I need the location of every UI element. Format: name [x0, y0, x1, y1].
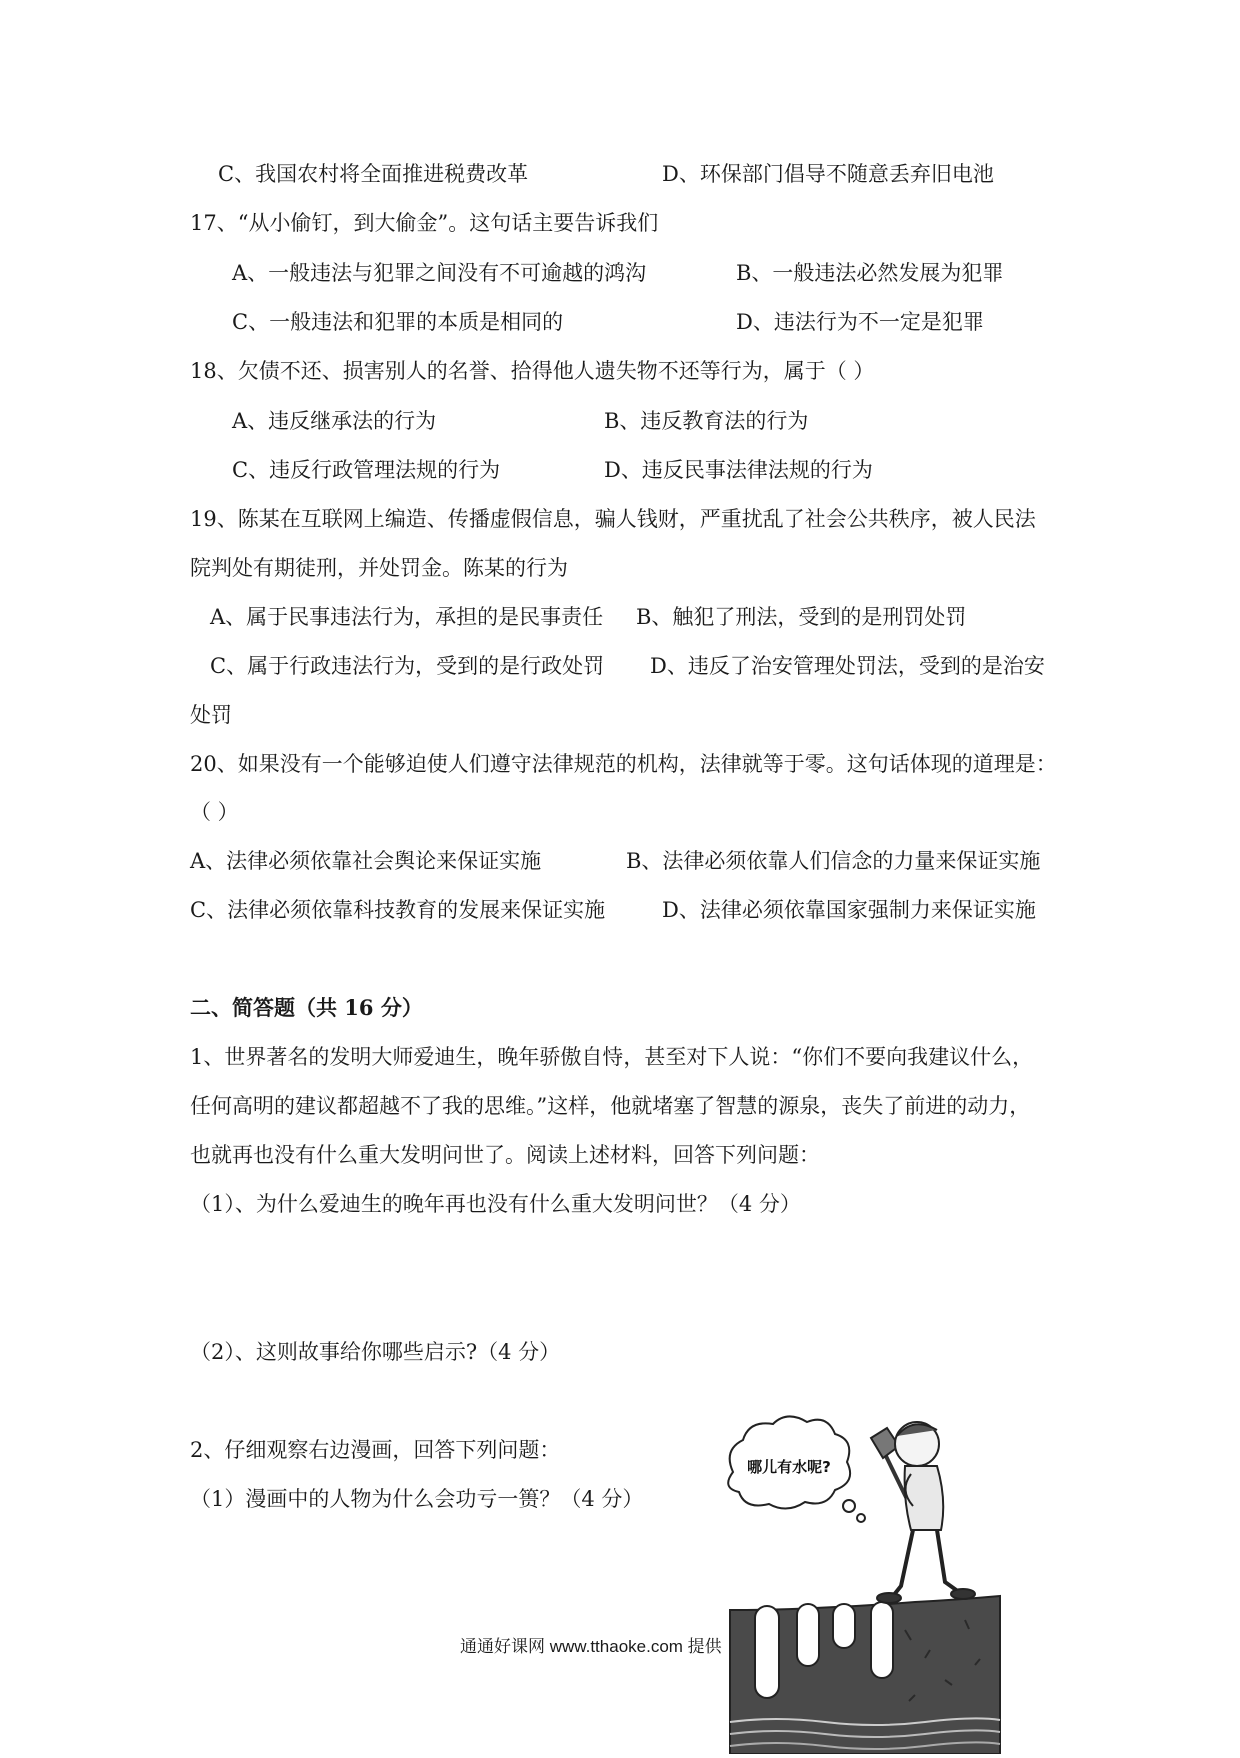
q18-stem: 18、欠债不还、损害别人的名誉、拾得他人遗失物不还等行为，属于（ ） [190, 359, 875, 383]
q19-stem-line2: 院判处有期徒刑，并处罚金。陈某的行为 [190, 556, 568, 580]
sq1-part2: （2）、这则故事给你哪些启示?（4 分） [190, 1340, 561, 1364]
q20-option-b: B、法律必须依靠人们信念的力量来保证实施 [626, 849, 1041, 873]
hole-1 [755, 1606, 779, 1698]
q20-option-d: D、法律必须依靠国家强制力来保证实施 [662, 898, 1036, 922]
q17-option-c: C、一般违法和犯罪的本质是相同的 [232, 310, 564, 334]
q18-option-d: D、违反民事法律法规的行为 [604, 458, 873, 482]
hole-2 [797, 1604, 819, 1666]
sq2-part1: （1）漫画中的人物为什么会功亏一篑？（4 分） [190, 1487, 644, 1511]
sq1-line1: 1、世界著名的发明大师爱迪生，晚年骄傲自恃，甚至对下人说：“你们不要向我建议什么， [190, 1045, 1034, 1069]
q19-option-a: A、属于民事违法行为，承担的是民事责任 [210, 605, 604, 629]
q17-option-a: A、一般违法与犯罪之间没有不可逾越的鸿沟 [232, 261, 647, 285]
footer-text: 通通好课网 www.tthaoke.com 提供 [460, 1637, 722, 1656]
q17-stem: 17、“从小偷钉，到大偷金”。这句话主要告诉我们 [190, 211, 659, 235]
q19-stem-line1: 19、陈某在互联网上编造、传播虚假信息，骗人钱财，严重扰乱了社会公共秩序，被人民法 [190, 507, 1036, 531]
q18-option-a: A、违反继承法的行为 [232, 409, 437, 433]
q18-option-b: B、违反教育法的行为 [604, 409, 809, 433]
q20-option-c: C、法律必须依靠科技教育的发展来保证实施 [190, 898, 606, 922]
hole-3 [833, 1604, 855, 1648]
q17-option-b: B、一般违法必然发展为犯罪 [736, 261, 1004, 285]
q16-option-c: C、我国农村将全面推进税费改革 [218, 162, 529, 186]
q17-option-d: D、违法行为不一定是犯罪 [736, 310, 984, 334]
q20-paren: （ ） [190, 800, 239, 824]
sq2-stem: 2、仔细观察右边漫画，回答下列问题： [190, 1438, 561, 1462]
digger-character [871, 1422, 975, 1603]
thought-bubble [728, 1416, 865, 1522]
q20-stem: 20、如果没有一个能够迫使人们遵守法律规范的机构，法律就等于零。这句话体现的道理是： [190, 752, 1057, 776]
sq1-line3: 也就再也没有什么重大发明问世了。阅读上述材料，回答下列问题： [190, 1143, 820, 1167]
sq1-line2: 任何高明的建议都超越不了我的思维。”这样，他就堵塞了智慧的源泉，丧失了前进的动力， [190, 1094, 1031, 1118]
q18-option-c: C、违反行政管理法规的行为 [232, 458, 501, 482]
bubble-text: 哪儿有水呢? [747, 1458, 831, 1476]
cartoon-svg [715, 1410, 1015, 1754]
q19-option-c: C、属于行政违法行为，受到的是行政处罚 [210, 654, 605, 678]
q20-option-a: A、法律必须依靠社会舆论来保证实施 [190, 849, 542, 873]
section-title: 二、简答题（共 16 分） [190, 995, 423, 1020]
q19-option-d: D、违反了治安管理处罚法，受到的是治安 [650, 654, 1045, 678]
hole-4 [871, 1602, 893, 1678]
q16-option-d: D、环保部门倡导不随意丢弃旧电池 [662, 162, 994, 186]
q19-option-b: B、触犯了刑法，受到的是刑罚处罚 [636, 605, 967, 629]
cartoon-illustration [715, 1410, 1015, 1758]
q19-option-d-cont: 处罚 [190, 703, 232, 727]
sq1-part1: （1）、为什么爱迪生的晚年再也没有什么重大发明问世？（4 分） [190, 1192, 801, 1216]
